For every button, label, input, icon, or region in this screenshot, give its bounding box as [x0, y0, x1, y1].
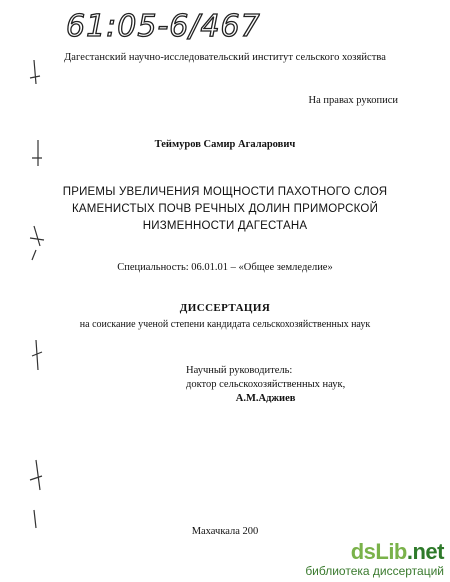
handwritten-archive-code — [62, 4, 262, 44]
specialty-line: Специальность: 06.01.01 – «Общее земледелие» — [117, 262, 333, 273]
document-type: ДИССЕРТАЦИЯ — [179, 302, 271, 314]
degree-line: на соискание ученой степени кандидата сельскохозяйственных наук — [79, 319, 371, 330]
handwritten-code-drawing — [62, 4, 262, 44]
advisor-name: А.М.Аджиев — [235, 393, 296, 404]
title-line: НИЗМЕННОСТИ ДАГЕСТАНА — [142, 220, 308, 232]
scan-margin-marks — [18, 40, 58, 540]
watermark-tagline: библиотека диссертаций — [305, 564, 444, 578]
advisor-rank: доктор сельскохозяйственных наук, — [186, 379, 346, 390]
advisor-role: Научный руководитель: — [186, 365, 293, 376]
dissertation-title — [0, 184, 450, 235]
author-name: Теймуров Самир Агаларович — [154, 139, 296, 150]
title-line: КАМЕНИСТЫХ ПОЧВ РЕЧНЫХ ДОЛИН ПРИМОРСКОЙ — [71, 203, 379, 215]
dslib-watermark — [305, 540, 444, 578]
handwritten-code-text: 61:05-6/467 — [66, 9, 261, 44]
scientific-advisor-block — [186, 364, 345, 406]
logo-main: dsLib — [350, 539, 407, 564]
city-and-year: Махачкала 200 — [191, 526, 259, 537]
manuscript-rights-note: На правах рукописи — [308, 95, 398, 106]
institute-name: Дагестанский научно-исследовательский институт сельского хозяйства — [64, 52, 386, 63]
logo-tld: .net — [406, 539, 444, 564]
title-line: ПРИЕМЫ УВЕЛИЧЕНИЯ МОЩНОСТИ ПАХОТНОГО СЛОЯ — [62, 186, 388, 198]
dslib-logo — [305, 540, 444, 564]
margin-marks-drawing — [18, 40, 58, 540]
